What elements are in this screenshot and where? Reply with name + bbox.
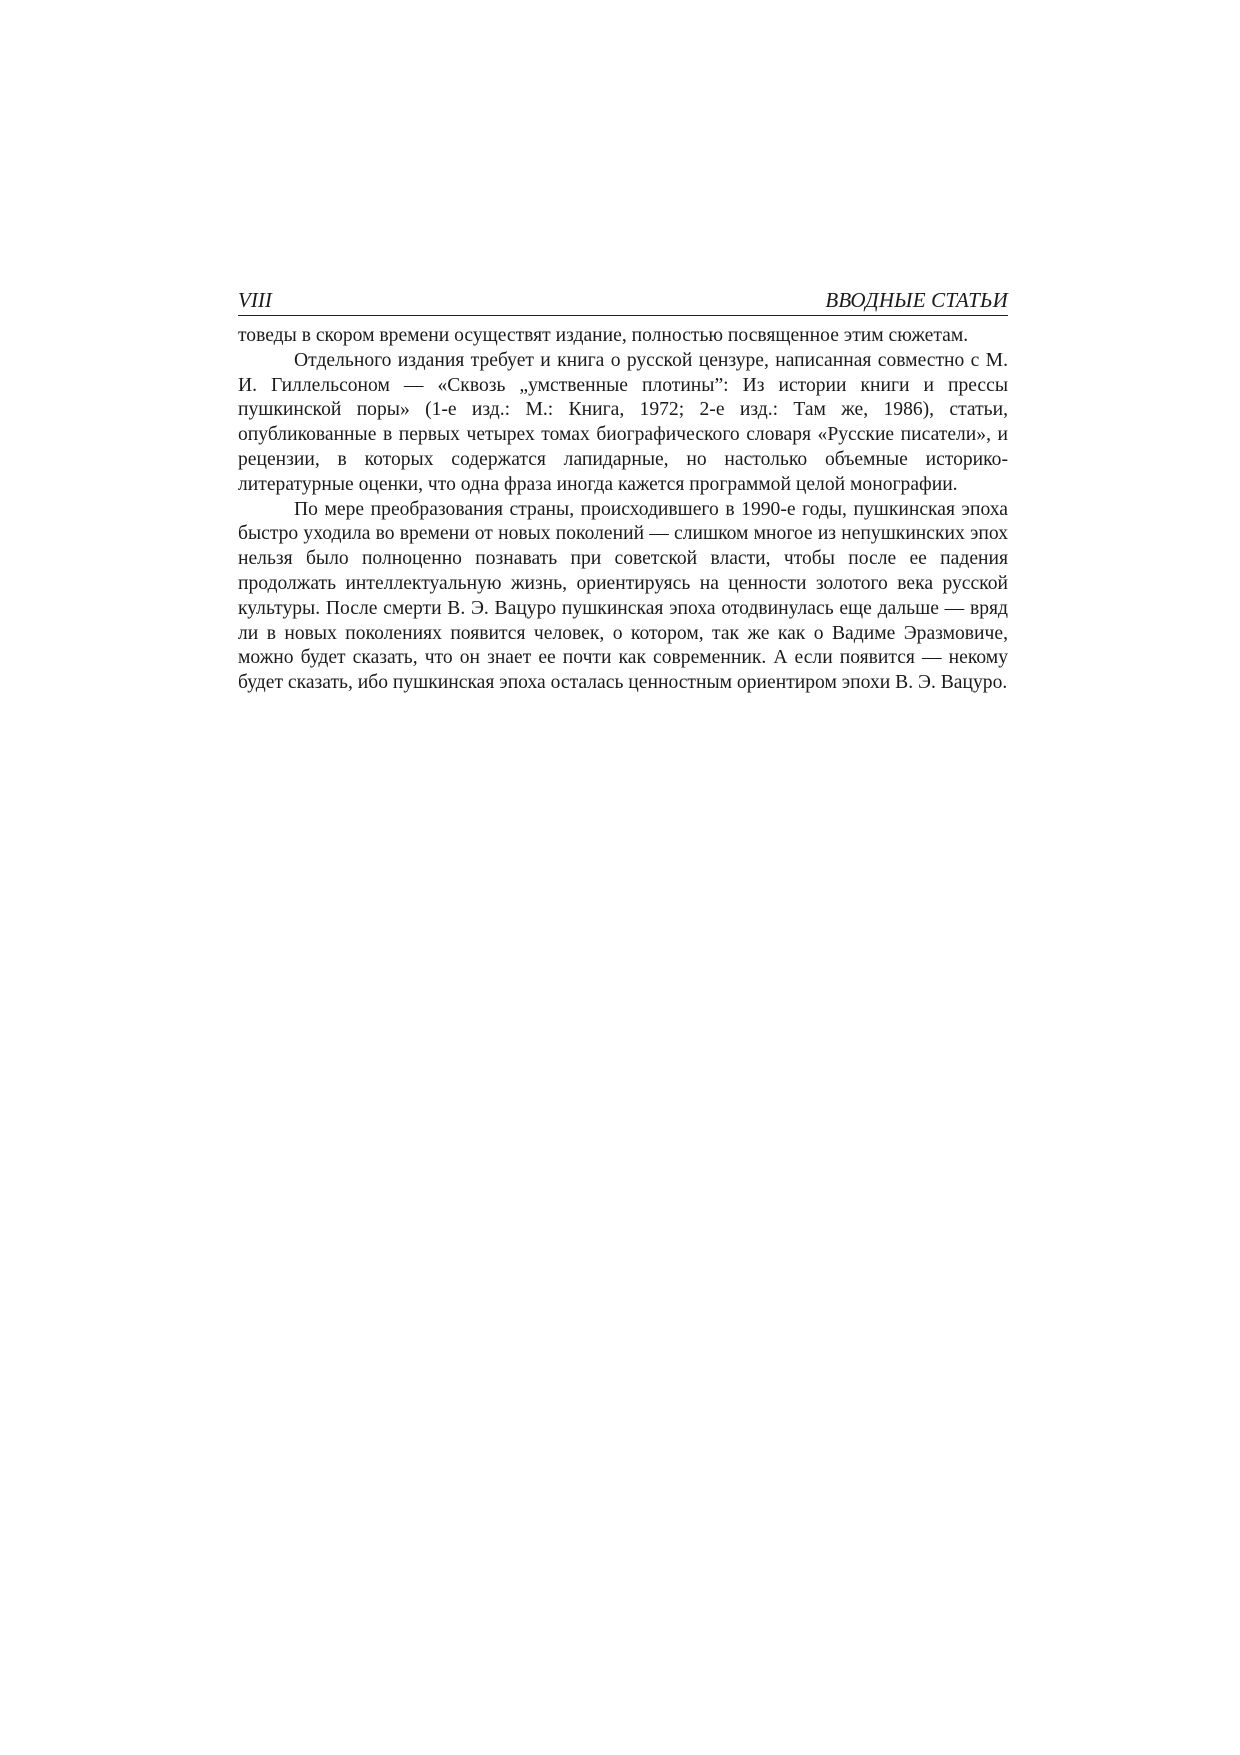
- paragraph: По мере преобразования страны, происходившего в 1990-е годы, пушкинская эпоха быстро уходила во времени от новых поколений — слишком многое из непушкинских эпох нельзя было полноценно познавать при советской власти, чтобы после ее падения продолжать интеллектуальную жизнь, ориентируясь на ценности золотого века русской культуры. После смерти В. Э. Вацуро пушкинская эпоха отодвинулась еще дальше — вряд ли в новых поколениях появится человек, о котором, так же как о Вадиме Эразмовиче, можно будет сказать, что он знает ее почти как современник. А если появится — некому будет сказать, ибо пушкинская эпоха осталась ценностным ориентиром эпохи В. Э. Вацуро.: [238, 498, 1008, 694]
- running-head: [238, 285, 1008, 316]
- body-text: [238, 324, 1008, 696]
- page-number: VIII: [238, 288, 272, 312]
- section-title: ВВОДНЫЕ СТАТЬИ: [825, 288, 1008, 312]
- book-page: [238, 285, 1008, 696]
- paragraph: Отдельного издания требует и книга о русской цензуре, написанная совместно с М. И. Гиллельсоном — «Сквозь „умственные плотины”: Из истории книги и прессы пушкинской поры» (1-е изд.: М.: Книга, 1972; 2-е изд.: Там же, 1986), статьи, опубликованные в первых четырех томах биографического словаря «Русские писатели», и рецензии, в которых содержатся лапидарные, но настолько объемные историко-литературные оценки, что одна фраза иногда кажется программой целой монографии.: [238, 349, 1008, 495]
- paragraph-continuation: товеды в скором времени осуществят издание, полностью посвященное этим сюжетам.: [238, 325, 969, 346]
